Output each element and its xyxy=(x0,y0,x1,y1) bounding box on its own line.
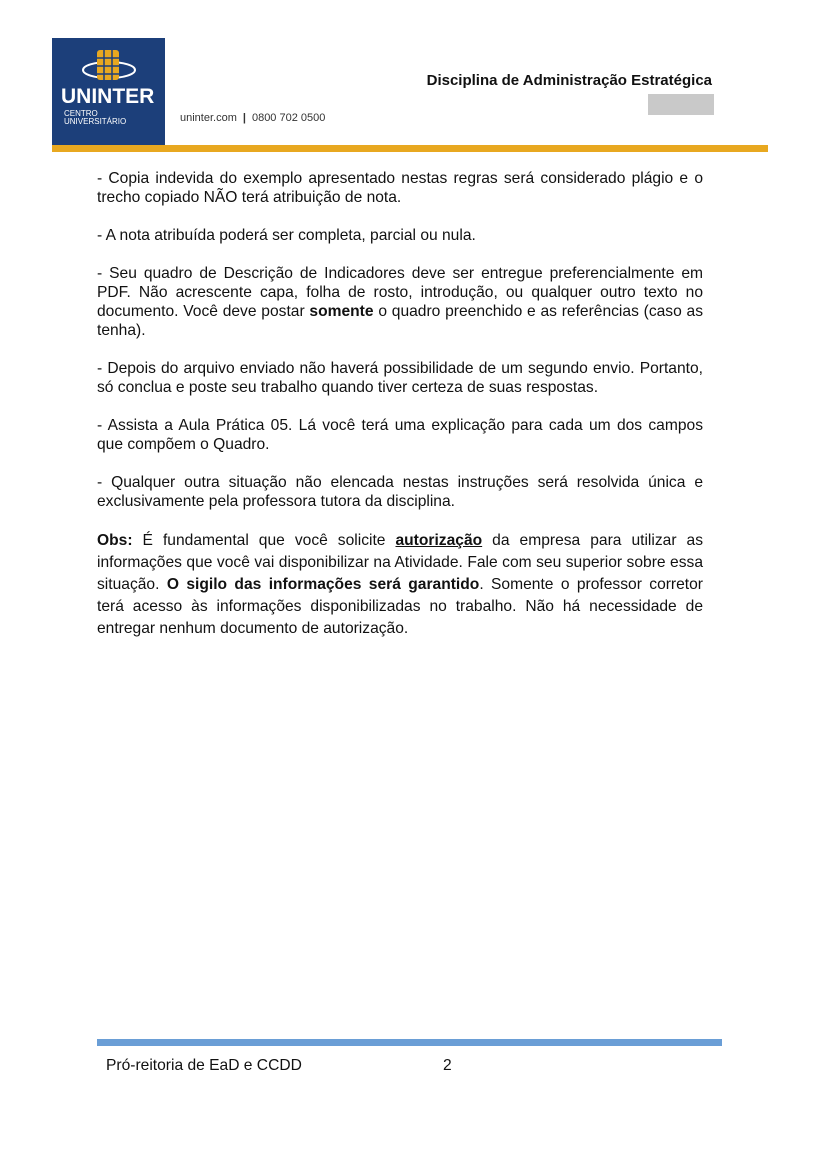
website: uninter.com xyxy=(180,112,237,124)
obs-text-3: . Somente o professor corretor terá acesso às informações disponibilizadas no trabalho. Não há necessidade de entregar nenhum documento de autorização. xyxy=(97,576,704,637)
paragraph-envio: - Depois do arquivo enviado não haverá possibilidade de um segundo envio. Portanto, só conclua e poste seu trabalho quando tiver certeza de suas respostas. xyxy=(97,360,703,396)
paragraph-entrega-text-end: o quadro preenchido e as referências (caso as tenha). xyxy=(97,303,704,339)
globe-icon xyxy=(82,46,136,88)
logo-subtitle-2: UNIVERSITÁRIO xyxy=(64,117,127,126)
uninter-logo xyxy=(52,38,165,145)
contact-separator: | xyxy=(242,112,246,124)
paragraph-entrega-text: - Seu quadro de Descrição de Indicadores deve ser entregue preferencialmente em PDF. Não acrescente capa, folha de rosto, introdução, ou qualquer outro texto no documento. Você deve postar xyxy=(97,265,703,320)
paragraph-entrega xyxy=(97,264,703,340)
document-body xyxy=(97,169,703,659)
logo-subtitle-1: CENTRO xyxy=(64,109,98,118)
obs-text-1: É fundamental que você solicite xyxy=(132,532,396,549)
obs-label: Obs: xyxy=(97,532,133,549)
paragraph-plagio: - Copia indevida do exemplo apresentado nestas regras será considerado plágio e o trecho copiado NÃO terá atribuição de nota. xyxy=(97,170,703,206)
paragraph-nota: - A nota atribuída poderá ser completa, parcial ou nula. xyxy=(97,227,476,244)
paragraph-aula: - Assista a Aula Prática 05. Lá você terá uma explicação para cada um dos campos que compõem o Quadro. xyxy=(97,417,703,453)
obs-autorizacao: autorização xyxy=(395,532,483,549)
logo-wordmark: UNINTER xyxy=(61,85,155,108)
phone-number: 0800 702 0500 xyxy=(251,112,326,124)
contact-line xyxy=(180,112,325,124)
header-rule xyxy=(52,145,768,152)
header-placeholder-box xyxy=(648,94,714,115)
obs-text-2: da empresa para utilizar as informações que você vai disponibilizar na Atividade. Fale com seu superior sobre essa situação. xyxy=(97,532,703,593)
paragraph-obs xyxy=(97,530,703,640)
discipline-title: Disciplina de Administração Estratégica xyxy=(426,72,712,89)
obs-sigilo: O sigilo das informações será garantido xyxy=(166,576,480,593)
paragraph-entrega-emphasis: somente xyxy=(309,303,374,320)
footer-rule xyxy=(97,1039,722,1046)
footer-department: Pró-reitoria de EaD e CCDD xyxy=(106,1057,302,1074)
page-number: 2 xyxy=(443,1057,452,1074)
paragraph-situacao: - Qualquer outra situação não elencada nestas instruções será resolvida única e exclusivamente pela professora tutora da disciplina. xyxy=(97,474,703,510)
